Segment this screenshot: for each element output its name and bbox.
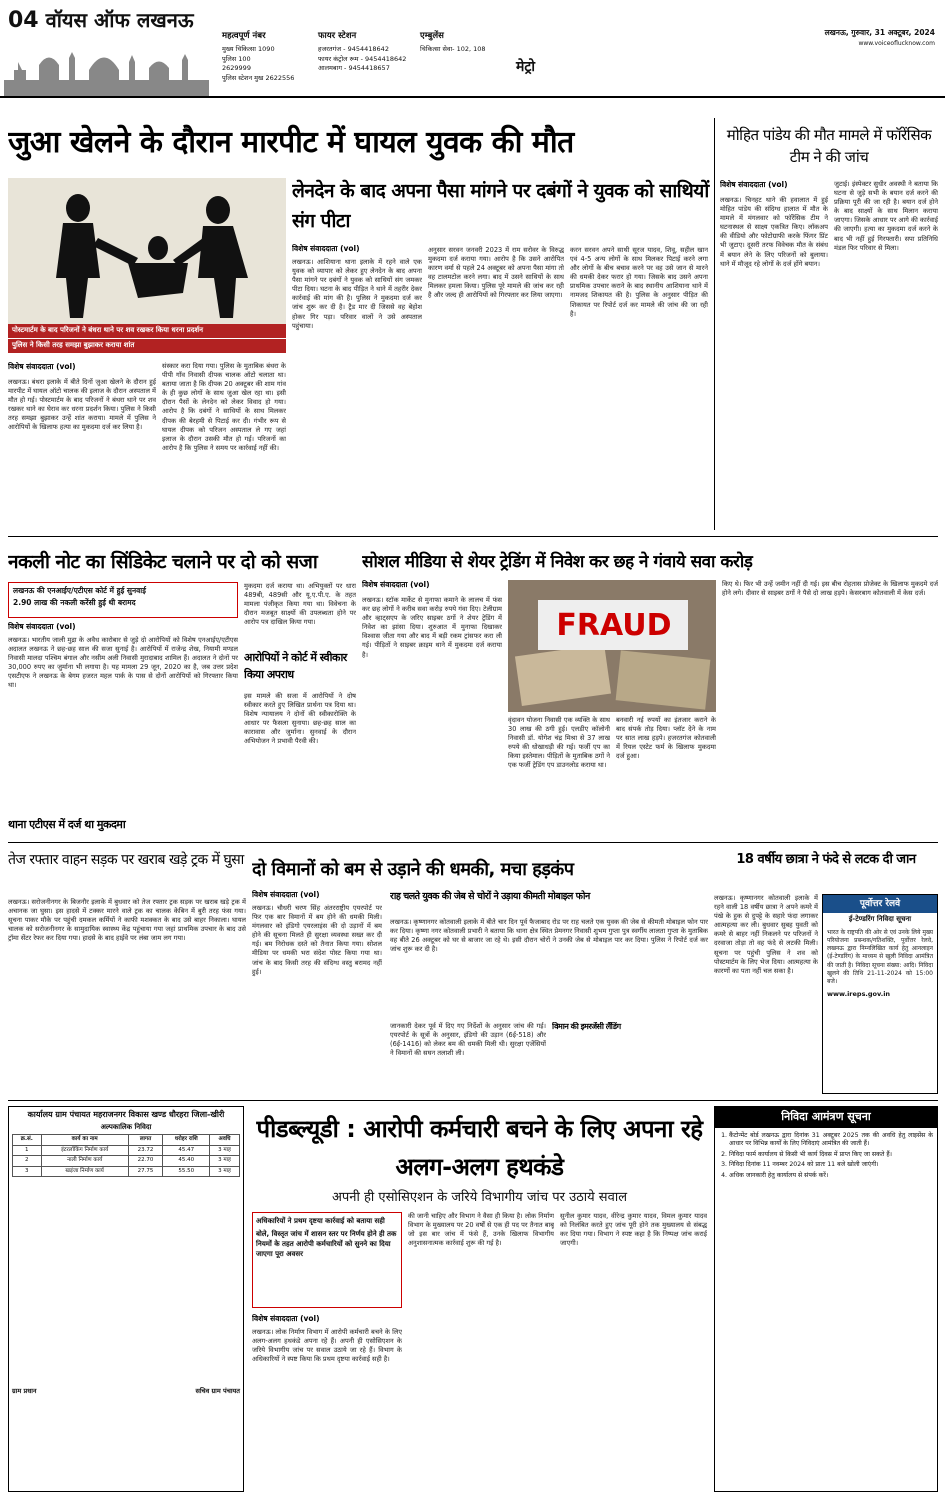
story6-col1: लखनऊ। चौधरी चरण सिंह अंतरराष्ट्रीय एयरपोर्ट पर फिर एक बार विमानों में बम होने की धमकी मिली। मंगलवार को इंडिगो एयरलाइंस की दो उड़ानों में बम होने की सूचना मिलते ही सुरक्षा व्यवस्था सख्त कर दी गई। बम निरोधक दस्ते को तैनात किया गया। सोशल मीडिया पर धमकी भरा संदेश पोस्ट किया गया था। जांच के बाद किसी तरह की संदिग्ध वस्तु बरामद नहीं हुई। — [252, 904, 382, 976]
nivida-ad-title: निविदा आमंत्रण सूचना — [715, 1107, 937, 1128]
story1-byline-2: विशेष संवाददाता (vol) — [292, 244, 360, 253]
story9-byline: विशेष संवाददाता (vol) — [252, 1314, 320, 1323]
story1-caption-2: पुलिस ने किसी तरह समझा बुझाकर कराया शांत — [8, 339, 286, 353]
divider — [8, 536, 938, 537]
story8-headline: 18 वर्षीय छात्रा ने फंदे से लटक दी जान — [736, 852, 916, 867]
railway-ad — [822, 894, 938, 1094]
story3-col2: मुकदमा दर्ज कराया था। अभियुक्तों पर धारा 489बी, 489सी और यू.ए.पी.ए. के तहत मामला पंजीकृत किया गया था। विवेचना के दौरान मजबूत साक्ष्यों की उपलब्धता होने पर आरोप पत्र दाखिल किया गया। — [244, 582, 356, 627]
story9-col2: की जानी चाहिए और विभाग ने वैसा ही किया है। लोक निर्माण विभाग के मुख्यालय पर 20 वर्षों से एक ही पद पर तैनात बाबू जो इस बार जांच में फंसे हैं, उनके खिलाफ विभागीय अनुशासनात्मक कार्रवाई शुरू की गई है। — [408, 1212, 554, 1248]
railway-ad-body: भारत के राष्ट्रपति की ओर से एवं उनके लिये मुख्य परियोजना प्रबन्धक/गतिशक्ति, पूर्वोत्तर रेलवे, लखनऊ द्वारा निम्नलिखित कार्य हेतु आनलाइन (ई-टेण्डरिंग) के माध्यम से खुली निविदा आमंत्रित की जाती है। निविदा सूचना संख्या: आदि। निविदा खुलने की तिथि 21-11-2024 को 15:00 बजे। — [827, 928, 933, 986]
story3-subhead-court: आरोपियों ने कोर्ट में स्वीकार किया अपराध — [244, 651, 347, 681]
railway-ad-site[interactable]: www.ireps.gov.in — [827, 990, 891, 999]
story4-col1: लखनऊ। स्टॉक मार्केट से मुनाफा कमाने के लालच में फंस कर छह लोगों ने करीब सवा करोड़ रुपये गंवा दिए। टेलीग्राम और व्हाट्सएप के जरिए साइबर ठगों ने शेयर ट्रेडिंग में निवेश का झांसा दिया। शुरुआत में मुनाफा दिखाकर विश्वास जीता गया और बाद में बड़ी रकम ट्रांसफर करा ली गई। पीड़ितों ने साइबर क्राइम थाने में मुकदमा दर्ज कराया है। — [362, 596, 502, 659]
story6-byline: विशेष संवाददाता (vol) — [252, 890, 320, 899]
story1-col4: अनुसार सरवन जनवरी 2023 में राम सरोवर के विरुद्ध मुकदमा दर्ज कराया गया। आरोप है कि उसने आरोपित कारण वर्मा से पहले 24 अक्टूबर को अपना पैसा मांगा तो वह टालमटोल करने लगा। बाद में उसने साथियों के साथ मिलकर हमला किया। पुलिस पूरे मामले की जांच कर रही है और जल्द ही आरोपियों को गिरफ्तार कर लिया जाएगा। — [428, 246, 564, 300]
paper-name: वॉयस ऑफ लखनऊ — [45, 8, 194, 32]
story3-byline: विशेष संवाददाता (vol) — [8, 622, 76, 631]
list-item: 4. अधिक जानकारी हेतु कार्यालय से संपर्क करें। — [729, 1172, 933, 1181]
story5-headline: तेज रफ्तार वाहन सड़क पर खराब खड़े ट्रक में घुसा — [8, 852, 244, 868]
story2-col2: जुटाई। इंस्पेक्टर सुधीर अवस्थी ने बताया कि घटना से जुड़े सभी के बयान दर्ज करने की प्रक्रिया पूरी की जा रही है। बयान दर्ज होने के बाद साक्ष्यों के साथ मिलान कराया जाएगा। जिसके आधार पर आगे की कार्रवाई की जाएगी। हत्या का मुकदमा दर्ज करने के बाद भी नहीं हुई गिरफ्तारी। सपा प्रतिनिधि मंडल फिर परिवार से मिला। — [834, 180, 938, 252]
table-row: 1 इंटरलॉकिंग निर्माण कार्य 23.72 45.47 3 माह — [13, 1145, 240, 1155]
website: www.voiceoflucknow.com — [858, 40, 935, 47]
divider — [8, 1100, 938, 1101]
story2-headline: मोहित पांडेय की मौत मामले में फॉरेंसिक टीम ने की जांच — [726, 126, 932, 166]
fraud-money-icon — [508, 580, 716, 712]
story2-col1: लखनऊ। चिनहट थाने की हवालात में हुई मोहित पांडेय की संदिग्ध हालात में मौत के मामले में मंगलवार को फॉरेंसिक टीम ने घटनास्थल से साक्ष्य एकत्रित किए। लॉकअप की वीडियो और फोटोग्राफी करके फिंगर प्रिंट भी जुटाए। दूसरी तरफ विवेचक मौत के संबंध में बयान लेने के लिए परिजनों को बुलाया। थाने में मौजूद रहे लोगों के दर्ज होंगे बयान। — [720, 196, 828, 268]
tender-signatures: ग्राम प्रधान सचिव ग्राम पंचायत — [12, 1386, 240, 1395]
tender-title: अल्पकालिक निविदा — [100, 1122, 152, 1131]
story4-byline: विशेष संवाददाता (vol) — [362, 580, 430, 589]
table-row: 3 खड़ंजा निर्माण कार्य 27.75 55.50 3 माह — [13, 1166, 240, 1176]
story1-photo — [8, 178, 286, 326]
story5-col1: लखनऊ। सरोजनीनगर के बिजनौर इलाके में बुधवार को तेज रफ्तार ट्रक सड़क पर खराब खड़े ट्रक में अचानक जा घुसा। इस हादसे में टक्कर मारने वाले ट्रक का चालक केबिन में बुरी तरह फंस गया। सूचना पाकर मौके पर पहुंची दमकल कर्मियों ने काफी मशक्कत के बाद उसे बाहर निकाला। घायल चालक को सरोजनीनगर के सामुदायिक स्वास्थ्य केंद्र पहुंचाया गया जहां प्राथमिक उपचार के बाद उसे ट्रॉमा सेंटर रेफर कर दिया गया। हादसे के बाद हाईवे पर लंबा जाम लग गया। — [8, 898, 246, 943]
masthead — [0, 0, 945, 98]
story6-subhead: विमान की इमरजेंसी लैंडिंग — [552, 1022, 621, 1031]
story3-col3: इस मामले की सजा में आरोपियों ने दोष स्वीकार करते हुए लिखित प्रार्थना पत्र दिया था। विशेष न्यायालय ने दोनों की स्वीकारोक्ति के आधार पर फैसला सुनाया। छह-छह साल का कारावास और जुर्माना। सुनवाई के दौरान अभियोजन ने प्रभावी पैरवी की। — [244, 692, 356, 746]
story1-lead: लखनऊ। बंथरा इलाके में बीते दिनों जुआ खेलने के दौरान हुई मारपीट में घायल ऑटो चालक की इलाज के दौरान अस्पताल में मौत हो गई। पोस्टमार्टम के बाद परिजनों ने बंथरा थाने पर शव रखकर थाने का घेराव कर धरना प्रदर्शन किया। पुलिस ने किसी तरह समझा बुझाकर उन्हें शांत कराया। मामले में पुलिस ने आरोपियों के खिलाफ हत्या का मुकदमा दर्ज कर लिया है। — [8, 378, 156, 432]
city-skyline-icon — [4, 40, 209, 98]
story3-headline: नकली नोट का सिंडिकेट चलाने पर दो को सजा — [8, 551, 318, 573]
story9-headline: पीडब्ल्यूडी : आरोपी कर्मचारी बचने के लिए अपना रहे अलग-अलग हथकंडे — [256, 1115, 703, 1181]
tender-office: कार्यालय ग्राम पंचायत महराजनगर विकास खण्ड धौरहरा जिला-खीरी — [27, 1110, 225, 1119]
fraud-photo — [508, 580, 716, 712]
dateline: लखनऊ, गुरुवार, 31 अक्टूबर, 2024 — [824, 28, 935, 37]
section-label: मेट्रो — [516, 59, 536, 75]
fight-silhouette-icon — [8, 178, 286, 326]
story9-bullets: अधिकारियों ने प्रथम दृष्टया कार्रवाई को बताया सही बोले, विस्तृत जांच में शासन स्तर पर निर्णय होने ही तक नियमों के तहत आरोपी कर्मचारियों को सुनने का दिया जाएगा पूरा अवसर — [252, 1212, 402, 1308]
page-number: 04 — [8, 8, 39, 33]
story3-subhead-ats: थाना एटीएस में दर्ज था मुकदमा — [8, 818, 126, 831]
list-item: 1. कैंटोन्मेंट बोर्ड लखनऊ द्वारा दिनांक 31 अक्टूबर 2025 तक की अवधि हेतु लाइसेंस के आधार पर विभिन्न कार्यों के लिए निविदाएं आमंत्रित की जाती हैं। — [729, 1132, 933, 1149]
fire-numbers: फायर स्टेशन हजरतगंज - 9454418642 फायर कंट्रोल रूम - 9454418642 आलमबाग - 9454418657 — [318, 31, 407, 73]
list-item: 3. निविदा दिनांक 11 नवम्बर 2024 को प्रातः 11 बजे खोली जाएंगी। — [729, 1161, 933, 1170]
divider — [714, 118, 715, 530]
story9-col3: सुनील कुमार यादव, वीरेन्द्र कुमार यादव, विमल कुमार यादव को निलंबित करते हुए जांच पूरी होने तक मुख्यालय से संबद्ध कर दिया गया। विभाग ने स्पष्ट कहा है कि निष्पक्ष जांच कराई जाएगी। — [560, 1212, 707, 1248]
divider — [8, 842, 938, 843]
important-2: पुलिस 100 — [222, 54, 251, 63]
tender-notice — [8, 1106, 244, 1492]
story7-col1: लखनऊ। कृष्णानगर कोतवाली इलाके में बीते चार दिन पूर्व फैजाबाद रोड पर राह चलते एक युवक की जेब से कीमती मोबाइल फोन पार कर दिया। कृष्णा नगर कोतवाली प्रभारी ने बताया कि थाना क्षेत्र स्थित प्रेमनगर निवासी शुभम गुप्ता पुत्र स्वर्गीय लालता गुप्ता के मुताबिक वह बीते 26 अक्टूबर को घर से बाजार जा रहे थे। इसी दौरान चोरों ने उनकी जेब से मोबाइल पार कर दिया। पुलिस ने रिपोर्ट दर्ज कर जांच शुरू कर दी है। — [390, 918, 708, 954]
story3-highlight-box: लखनऊ की एनआईए/एटीएस कोर्ट में हुई सुनवाई 2.90 लाख की नकली करेंसी हुई थी बरामद — [8, 582, 238, 618]
important-numbers: महत्वपूर्ण नंबर मुख्य चिकित्सा 1090 पुलिस 100 2629999 पुलिस स्टेशन मुख 2622556 — [222, 31, 295, 82]
story3-col1: लखनऊ। भारतीय जाली मुद्रा के अवैध कारोबार से जुड़े दो आरोपियों को विशेष एनआईए/एटीएस अदालत लखनऊ ने छह-छह साल की सजा सुनाई है। आरोपियों में राजेन्द्र शेख, नियामी मण्डल निवासी मालदा पश्चिम बंगाल और नसीम अली निवासी मुरादाबाद शामिल हैं। अदालत ने दोनों पर 30,000 रुपए का जुर्माना भी लगाया है। यह मामला 29 जून, 2020 का है, जब उत्तर प्रदेश एसटीएफ ने लखनऊ के बेगम हजरत महल पार्क के पास से दोनों आरोपियों को गिरफ्तार किया था। — [8, 636, 238, 690]
railway-ad-title: पूर्वोत्तर रेलवे — [823, 895, 937, 913]
story6-col2: जानकारी देकर पूर्व में दिए गए निर्देशों के अनुसार जांच की गई। एयरपोर्ट के सूत्रों के अनुसार, इंडिगो की उड़ान (6ई-518) और (6ई-1416) को लेकर बम की धमकी मिली थी। सुरक्षा एजेंसियों ने विमानों की सघन तलाशी ली। — [390, 1022, 546, 1058]
table-row: 2 नाली निर्माण कार्य 22.70 45.40 3 माह — [13, 1156, 240, 1166]
nivida-ad-list — [715, 1128, 937, 1187]
story9-col1: लखनऊ। लोक निर्माण विभाग में आरोपी कर्मचारी बचने के लिए अलग-अलग हथकंडे अपना रहे हैं। अपनी ही एसोसिएशन के जरिये विभागीय जांच पर सवाल उठाये जा रहे हैं। विभाग के अधिकारियों ने स्पष्ट किया कि प्रथम दृष्टया कार्रवाई सही है। — [252, 1328, 402, 1364]
story6-headline: दो विमानों को बम से उड़ाने की धमकी, मचा हड़कंप — [252, 859, 574, 880]
story4-col4: किए थे। फिर भी उन्हें जमीन नहीं दी गई। इस बीच रोहतास प्रोजेक्ट के खिलाफ मुकदमे दर्ज होने लगे। दीवार से साइबर ठगों ने पैसे दो लाख हड़पे। केसरबाग कोतवाली में केस दर्ज। — [722, 580, 938, 598]
paper-title — [8, 6, 194, 36]
tender-table — [12, 1134, 240, 1177]
tender-header-row: क्र.सं. कार्य का नाम लागत धरोहर राशि अवधि — [13, 1135, 240, 1145]
story1-col5: करन सरवन अपने साथी सूरज यादव, शिवू, सहील खान एवं 4-5 अन्य लोगों के साथ मिलकर पिटाई करने लगा और लोगों के बीच बचाव करने पर वह उसे जान से मारने की धमकी देकर फरार हो गया। जिसके बाद उसने अपना प्राथमिक उपचार कराने के बाद स्थानीय आशियाना थाने में नामजद शिकायत की है। पुलिस के अनुसार पीड़ित की शिकायत पर रिपोर्ट दर्ज कर मामले की जांच की जा रही है। — [570, 246, 708, 318]
story7-headline: राह चलते युवक की जेब से चोरों ने उड़ाया कीमती मोबाइल फोन — [390, 891, 590, 902]
story4-headline: सोशल मीडिया से शेयर ट्रेडिंग में निवेश कर छह ने गंवाये सवा करोड़ — [362, 552, 753, 572]
story1-byline: विशेष संवाददाता (vol) — [8, 362, 76, 371]
fraud-label: FRAUD — [556, 608, 672, 643]
important-3: 2629999 — [222, 64, 251, 73]
story2-byline: विशेष संवाददाता (vol) — [720, 180, 788, 189]
story1-subhead: लेनदेन के बाद अपना पैसा मांगने पर दबंगों ने युवक को साथियों संग पीटा — [292, 180, 709, 232]
nivida-ad — [714, 1106, 938, 1492]
important-4: पुलिस स्टेशन मुख 2622556 — [222, 74, 295, 82]
story1-col2: संस्कार करा दिया गया। पुलिस के मुताबिक बंथरा के पीपी गाँव निवासी दीपक चालक ऑटो चलाता था। बताया जाता है कि दीपक 20 अक्टूबर की शाम गांव के ही कुछ लोगों के साथ जुआ खेल रहा था। इसी दौरान पैसों के लेनदेन को लेकर विवाद हो गया। आरोप है कि दबंगों ने साथियों के साथ मिलकर दीपक की बेरहमी से पिटाई कर दी। गंभीर रूप से घायल दीपक को परिजन अस्पताल ले गए जहां इलाज के दौरान उसकी मौत हो गई। परिजनों का आरोप है कि पुलिस ने समय पर कार्रवाई नहीं की। — [162, 362, 286, 452]
story8-col1: लखनऊ। कृष्णानगर कोतवाली इलाके में रहने वाली 18 वर्षीय छात्रा ने अपने कमरे में पंखे के हुक से दुपट्टे के सहारे फंदा लगाकर आत्महत्या कर ली। बुधवार सुबह युवती को कमरे से बाहर नहीं निकलने पर परिजनों ने दरवाजा तोड़ा तो वह फंदे से लटकी मिली। सूचना पर पहुंची पुलिस ने शव को पोस्टमार्टम के लिए भेज दिया। आत्महत्या के कारणों का पता नहीं चल सका है। — [714, 894, 818, 975]
important-1: मुख्य चिकित्सा 1090 — [222, 44, 275, 53]
railway-ad-subtitle: ई-टेण्डरिंग निविदा सूचना — [848, 915, 912, 924]
ambulance-numbers: एम्बुलेंस चिकित्सा सेवा- 102, 108 — [420, 31, 486, 53]
story9-subhead: अपनी ही एसोसिएशन के जरिये विभागीय जांच पर उठाये सवाल — [331, 1190, 628, 1205]
story1-headline: जुआ खेलने के दौरान मारपीट में घायल युवक की मौत — [8, 125, 574, 160]
story4-col3: बनवारी नई रुपयों का इंतजार कराने के बाद संपर्क तोड़ दिया। प्लॉट देने के नाम पर सात लाख हड़पे। हजरतगंज कोतवाली में रियल एस्टेट फर्म के खिलाफ मुकदमा दर्ज हुआ। — [616, 716, 716, 761]
story4-col2: वृंदावन योजना निवासी एक व्यक्ति के साथ 30 लाख की ठगी हुई। एलडीए कॉलोनी निवासी डॉ. योगेश चंद्र मिश्रा से 37 लाख रुपये की धोखाधड़ी की गई। फर्जी एप का किया इस्तेमाल। पीड़ितों के मुताबिक ठगों ने एक फर्जी ट्रेडिंग एप डाउनलोड कराया था। — [508, 716, 610, 770]
story1-caption-1: पोस्टमार्टम के बाद परिजनों ने बंधरा थाने पर शव रखकर किया धरना प्रदर्शन — [8, 324, 286, 338]
story1-col3: लखनऊ। आशियाना थाना इलाके में रहने वाले एक युवक को व्यापार को लेकर हुए लेनदेन के बाद अपना पैसा मांगने पर दबंगों ने युवक को साथियों संग जमकर पीटा दिया। घटना के बाद पीड़ित ने थाने में तहरीर देकर कार्रवाई की मांग की है। पुलिस ने मुकदमा दर्ज कर जांच शुरू कर दी है। ट्रैड मार दी जिससे वह बेहोश होकर गिर पड़ा। परिवार वालों ने उसे अस्पताल पहुंचाया। — [292, 258, 422, 330]
list-item: 2. निविदा फार्म कार्यालय से किसी भी कार्य दिवस में प्राप्त किए जा सकते हैं। — [729, 1151, 933, 1160]
